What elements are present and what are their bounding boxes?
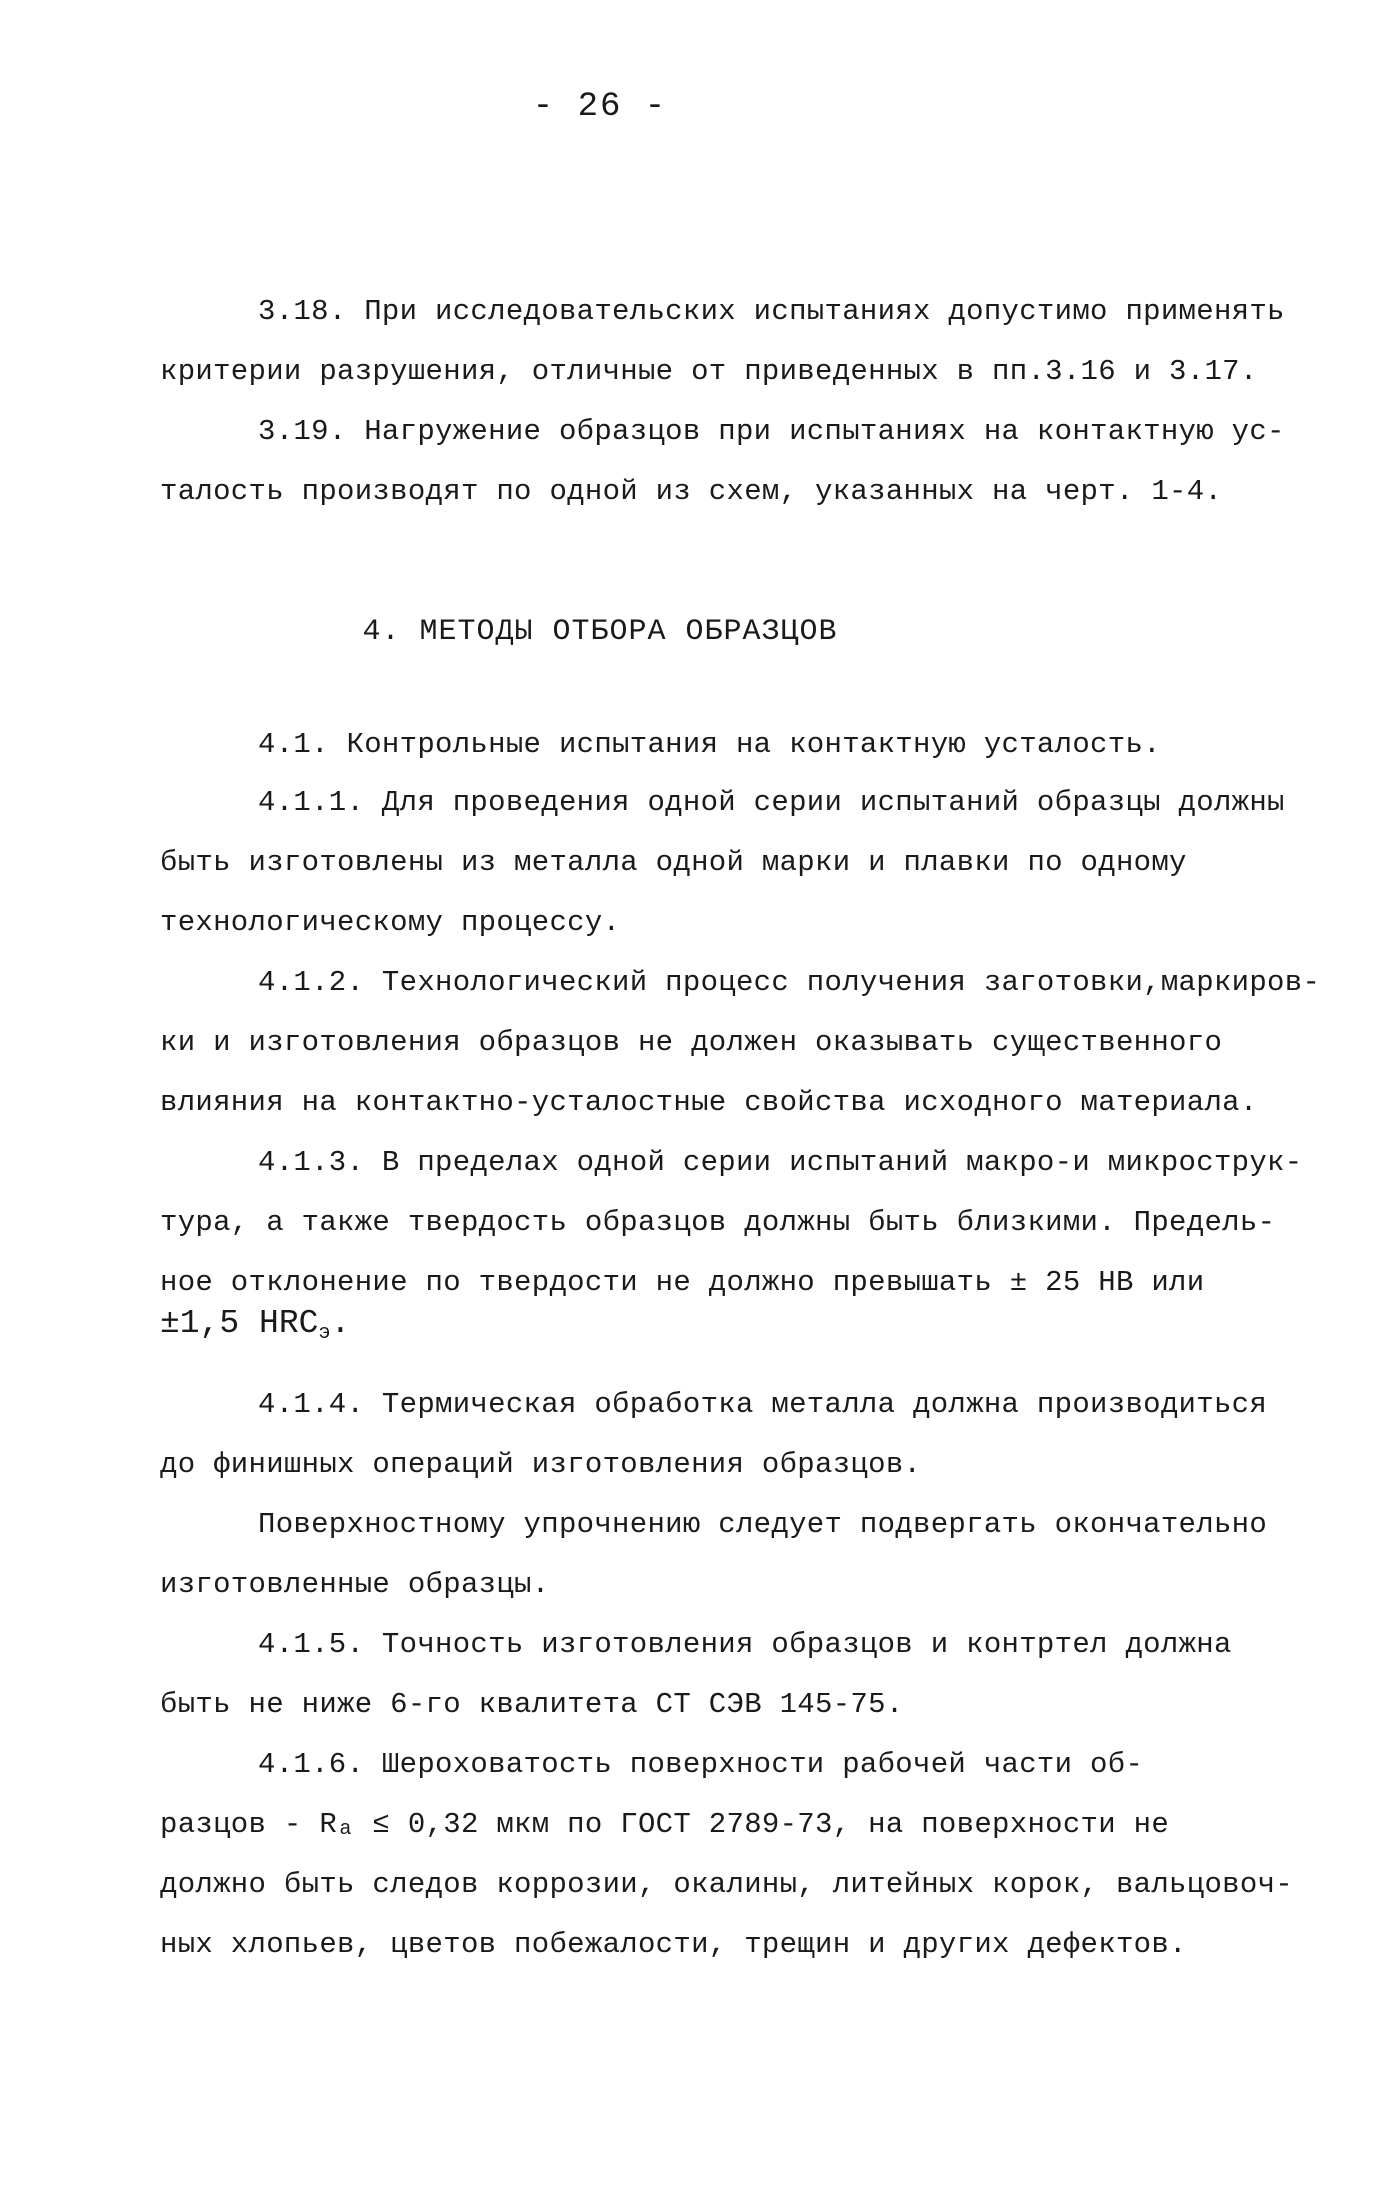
paragraph-4-1-1-line-2: быть изготовлены из металла одной марки и плавки по одному: [160, 846, 1187, 879]
formula-main: ±1,5 HRC: [160, 1305, 319, 1342]
paragraph-4-1-5-line-1: 4.1.5. Точность изготовления образцов и контртел должна: [258, 1628, 1232, 1661]
paragraph-3-19-line-2: талость производят по одной из схем, указанных на черт. 1-4.: [160, 475, 1223, 508]
paragraph-4-1-4-line-1: 4.1.4. Термическая обработка металла должна производиться: [258, 1388, 1268, 1421]
paragraph-4-1-2-line-3: влияния на контактно-усталостные свойства исходного материала.: [160, 1086, 1258, 1119]
paragraph-3-18-line-1: 3.18. При исследовательских испытаниях допустимо применять: [258, 295, 1285, 328]
paragraph-4-1-line-1: 4.1. Контрольные испытания на контактную усталость.: [258, 728, 1161, 761]
formula-tail: .: [330, 1305, 351, 1342]
paragraph-4-1-3-line-2: тура, а также твердость образцов должны быть близкими. Предель-: [160, 1206, 1276, 1239]
paragraph-4-1-6-line-3: должно быть следов коррозии, окалины, литейных корок, вальцовоч-: [160, 1868, 1293, 1901]
paragraph-4-1-3-line-1: 4.1.3. В пределах одной серии испытаний макро-и микрострук-: [258, 1146, 1303, 1179]
paragraph-4-1-2-line-2: ки и изготовления образцов не должен оказывать существенного: [160, 1026, 1223, 1059]
paragraph-3-19-line-1: 3.19. Нагружение образцов при испытаниях на контактную ус-: [258, 415, 1285, 448]
hardness-tolerance-formula: [160, 1305, 350, 1345]
paragraph-4-1-6-line-2: разцов - Rₐ ≤ 0,32 мкм по ГОСТ 2789-73, на поверхности не: [160, 1808, 1170, 1841]
paragraph-surface-hardening-line-2: изготовленные образцы.: [160, 1568, 550, 1601]
page-number: - 26 -: [532, 88, 668, 126]
paragraph-4-1-6-line-4: ных хлопьев, цветов побежалости, трещин и других дефектов.: [160, 1928, 1187, 1961]
section-heading: 4. МЕТОДЫ ОТБОРА ОБРАЗЦОВ: [362, 615, 838, 649]
formula-subscript: э: [318, 1322, 331, 1345]
paragraph-4-1-3-line-3: ное отклонение по твердости не должно превышать ± 25 НВ или: [160, 1266, 1205, 1299]
paragraph-3-18-line-2: критерии разрушения, отличные от приведенных в пп.3.16 и 3.17.: [160, 355, 1258, 388]
paragraph-4-1-4-line-2: до финишных операций изготовления образцов.: [160, 1448, 922, 1481]
paragraph-4-1-1-line-1: 4.1.1. Для проведения одной серии испытаний образцы должны: [258, 786, 1285, 819]
paragraph-4-1-2-line-1: 4.1.2. Технологический процесс получения заготовки,маркиров-: [258, 966, 1321, 999]
paragraph-4-1-6-line-1: 4.1.6. Шероховатость поверхности рабочей части об-: [258, 1748, 1144, 1781]
paragraph-surface-hardening-line-1: Поверхностному упрочнению следует подвергать окончательно: [258, 1508, 1268, 1541]
paragraph-4-1-5-line-2: быть не ниже 6-го квалитета СТ СЭВ 145-75.: [160, 1688, 904, 1721]
paragraph-4-1-1-line-3: технологическому процессу.: [160, 906, 621, 939]
